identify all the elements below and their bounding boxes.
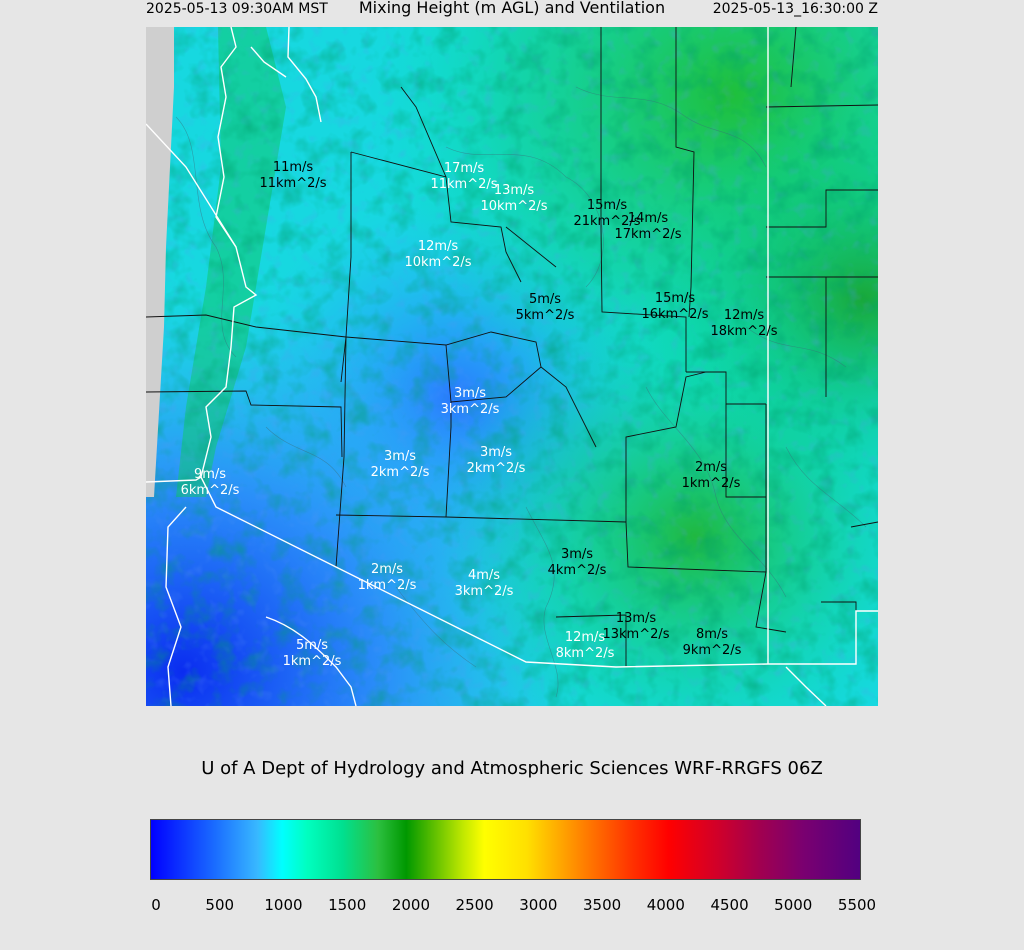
wind-speed: 4m/s	[467, 568, 501, 583]
color-scale-tick: 5500	[837, 896, 877, 914]
ventilation: 16km^2/s	[641, 307, 709, 322]
color-scale-tick: 0	[151, 896, 161, 914]
wind-speed: 15m/s	[654, 291, 696, 306]
wind-speed: 2m/s	[694, 460, 728, 475]
valid-time-local: 2025-05-13 09:30AM MST	[146, 1, 328, 17]
ventilation: 10km^2/s	[480, 199, 548, 214]
map-title: Mixing Height (m AGL) and Ventilation	[358, 0, 666, 17]
wind-speed: 14m/s	[627, 211, 669, 226]
wind-speed: 3m/s	[383, 449, 417, 464]
wind-speed: 12m/s	[564, 630, 606, 645]
wind-speed: 12m/s	[417, 239, 459, 254]
mixing-height-map[interactable]	[146, 27, 878, 706]
ventilation: 2km^2/s	[370, 465, 430, 480]
ventilation: 17km^2/s	[614, 227, 682, 242]
color-scale-tick: 3500	[582, 896, 622, 914]
ventilation: 5km^2/s	[515, 308, 575, 323]
wind-speed: 15m/s	[586, 198, 628, 213]
color-scale-tick: 4000	[646, 896, 685, 914]
wind-speed: 5m/s	[295, 638, 329, 653]
color-scale-tick: 4500	[710, 896, 749, 914]
ventilation: 1km^2/s	[681, 476, 741, 491]
ventilation: 9km^2/s	[682, 643, 742, 658]
ventilation: 3km^2/s	[454, 584, 514, 599]
wind-speed: 17m/s	[443, 161, 485, 176]
wind-speed: 5m/s	[528, 292, 562, 307]
ventilation: 10km^2/s	[404, 255, 472, 270]
wind-speed: 3m/s	[560, 547, 594, 562]
ventilation: 13km^2/s	[602, 627, 670, 642]
valid-time-utc: 2025-05-13_16:30:00 Z	[712, 1, 878, 17]
wind-speed: 13m/s	[615, 611, 657, 626]
color-scale-tick: 2000	[391, 896, 430, 914]
ventilation: 6km^2/s	[180, 483, 240, 498]
ventilation: 18km^2/s	[710, 324, 778, 339]
wind-speed: 3m/s	[453, 386, 487, 401]
color-scale-tick: 1500	[328, 896, 367, 914]
wind-speed: 3m/s	[479, 445, 513, 460]
color-scale-tick: 5000	[774, 896, 813, 914]
ventilation: 11km^2/s	[430, 177, 498, 192]
ventilation: 4km^2/s	[547, 563, 607, 578]
model-credit: U of A Dept of Hydrology and Atmospheric Sciences WRF-RRGFS 06Z	[201, 758, 823, 779]
wind-speed: 12m/s	[723, 308, 765, 323]
color-scale-tick: 3000	[519, 896, 558, 914]
ventilation: 1km^2/s	[357, 578, 417, 593]
wind-speed: 9m/s	[193, 467, 227, 482]
color-scale-tick: 500	[205, 896, 235, 914]
ventilation: 3km^2/s	[440, 402, 500, 417]
ventilation: 8km^2/s	[555, 646, 615, 661]
color-scale-tick: 1000	[264, 896, 303, 914]
wind-speed: 2m/s	[370, 562, 404, 577]
ventilation: 1km^2/s	[282, 654, 342, 669]
color-scale-tick: 2500	[455, 896, 494, 914]
wind-speed: 13m/s	[493, 183, 535, 198]
ventilation: 2km^2/s	[466, 461, 526, 476]
wind-speed: 11m/s	[272, 160, 314, 175]
ventilation: 11km^2/s	[259, 176, 327, 191]
ventilation: 21km^2/s	[573, 214, 641, 229]
color-scale-bar	[150, 819, 861, 880]
wind-speed: 8m/s	[695, 627, 729, 642]
